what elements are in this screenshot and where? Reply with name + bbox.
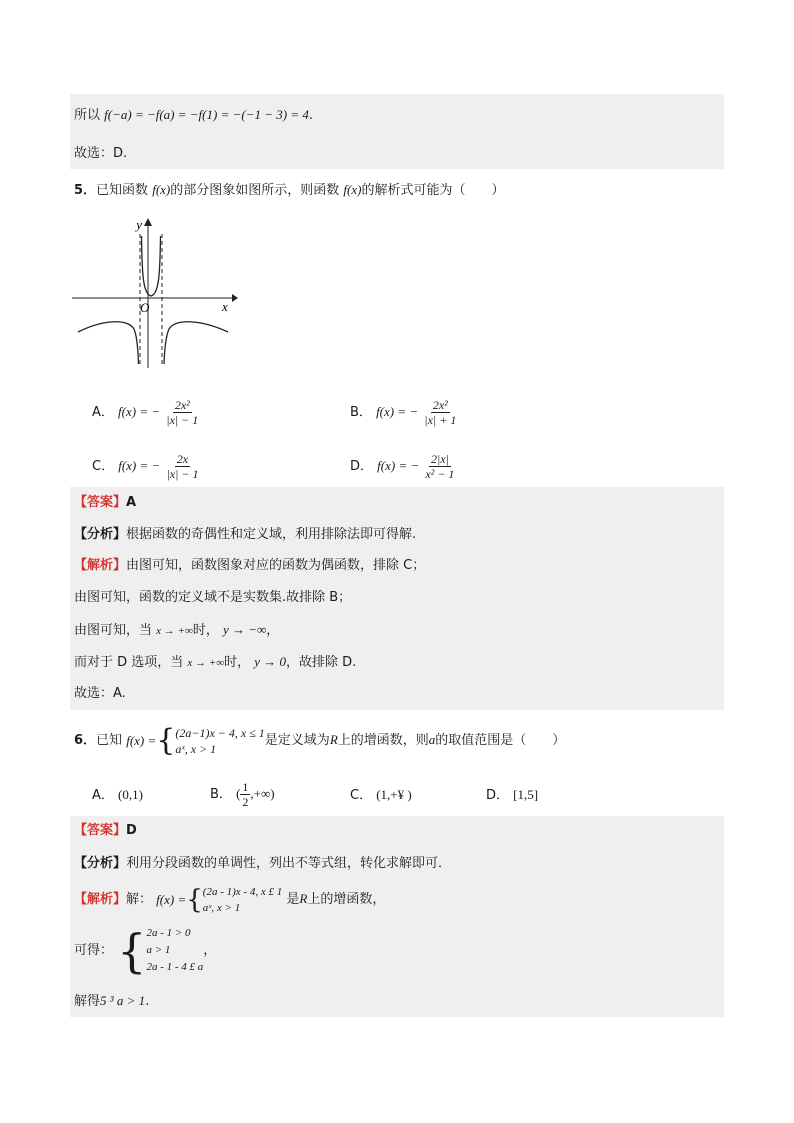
- q5-option-c[interactable]: C． f(x) = − $\frac{2x}{|x| - 1}$: [92, 452, 199, 481]
- q6-answer: 【答案】D: [74, 823, 137, 838]
- y-axis-label: y: [136, 217, 142, 232]
- q5-choose: 故选：A.: [74, 686, 126, 701]
- q5-option-a[interactable]: A． f(x) = − $\frac{\text{2x²}}{|x| - 1}$: [92, 398, 199, 427]
- q5-solution-3: 由图可知，当 x → +∞时， y → −∞，: [74, 622, 280, 638]
- q6-option-b[interactable]: B． ( $\frac{1}{2}$ ,+∞): [210, 780, 275, 809]
- q6-solution-1: 【解析】解： f(x) = { (2a - 1)x - 4, x £ 1 aˣ, x > 1 是R上的增函数，: [74, 884, 386, 915]
- q5-analysis: 【分析】根据函数的奇偶性和定义域，利用排除法即可得解.: [74, 527, 417, 542]
- middle-branch: [142, 236, 161, 296]
- prev-choose: 故选：D.: [74, 146, 128, 161]
- q5-option-b[interactable]: B． f(x) = − $\frac{\text{2x²}}{|x| + 1}$: [350, 398, 457, 427]
- prev-conclusion-math: f(−a) = −f(a) = −f(1) = −(−1 − 3) = 4: [104, 107, 309, 122]
- left-branch: [78, 322, 139, 364]
- q5-function-graph: [72, 214, 238, 368]
- q5-solution-1: 【解析】由图可知，函数图象对应的函数为偶函数，排除 C；: [74, 558, 426, 573]
- q5-stem: 5．已知函数 f(x)的部分图象如图所示，则函数 f(x)的解析式可能为（ ）: [74, 182, 505, 198]
- q5-solution-4: 而对于 D 选项，当 x → +∞时， y → 0，故排除 D.: [74, 654, 357, 670]
- prev-conclusion: 所以 f(−a) = −f(a) = −f(1) = −(−1 − 3) = 4.: [74, 107, 313, 123]
- q6-solution-piecewise: f(x) = { (2a - 1)x - 4, x £ 1 aˣ, x > 1: [156, 884, 283, 915]
- y-axis-arrow: [144, 218, 152, 226]
- origin-label: O: [140, 300, 150, 315]
- q5-option-d[interactable]: D． f(x) = − $\frac{2|x|}{\text{x² − 1}}$: [350, 452, 455, 481]
- q6-option-d[interactable]: D． [1,5]: [486, 787, 539, 803]
- q6-stem: 6．已知 f(x) = { (2a−1)x − 4, x ≤ 1 aˣ, x > 1 是定义域为R上的增函数，则a的取值范围是（ ）: [74, 722, 566, 758]
- q6-piecewise: f(x) = { (2a−1)x − 4, x ≤ 1 aˣ, x > 1: [126, 722, 265, 758]
- q5-answer: 【答案】A: [74, 495, 137, 510]
- x-axis-label: x: [222, 299, 228, 314]
- q6-inequality-system: { 2a - 1 > 0 a > 1 2a - 1 - 4 £ a: [117, 923, 204, 978]
- q5-solution-2: 由图可知，函数的定义域不是实数集.故排除 B；: [74, 590, 352, 605]
- q6-analysis: 【分析】利用分段函数的单调性，列出不等式组，转化求解即可．: [74, 856, 452, 871]
- q6-solution-3: 解得5 ³ a > 1.: [74, 993, 150, 1009]
- q6-solution-2: 可得： { 2a - 1 > 0 a > 1 2a - 1 - 4 £ a ，: [74, 923, 217, 978]
- q6-option-c[interactable]: C． (1,+¥ ): [350, 787, 412, 803]
- q6-option-a[interactable]: A． (0,1): [92, 787, 143, 803]
- right-branch: [164, 322, 228, 364]
- x-axis-arrow: [232, 294, 238, 302]
